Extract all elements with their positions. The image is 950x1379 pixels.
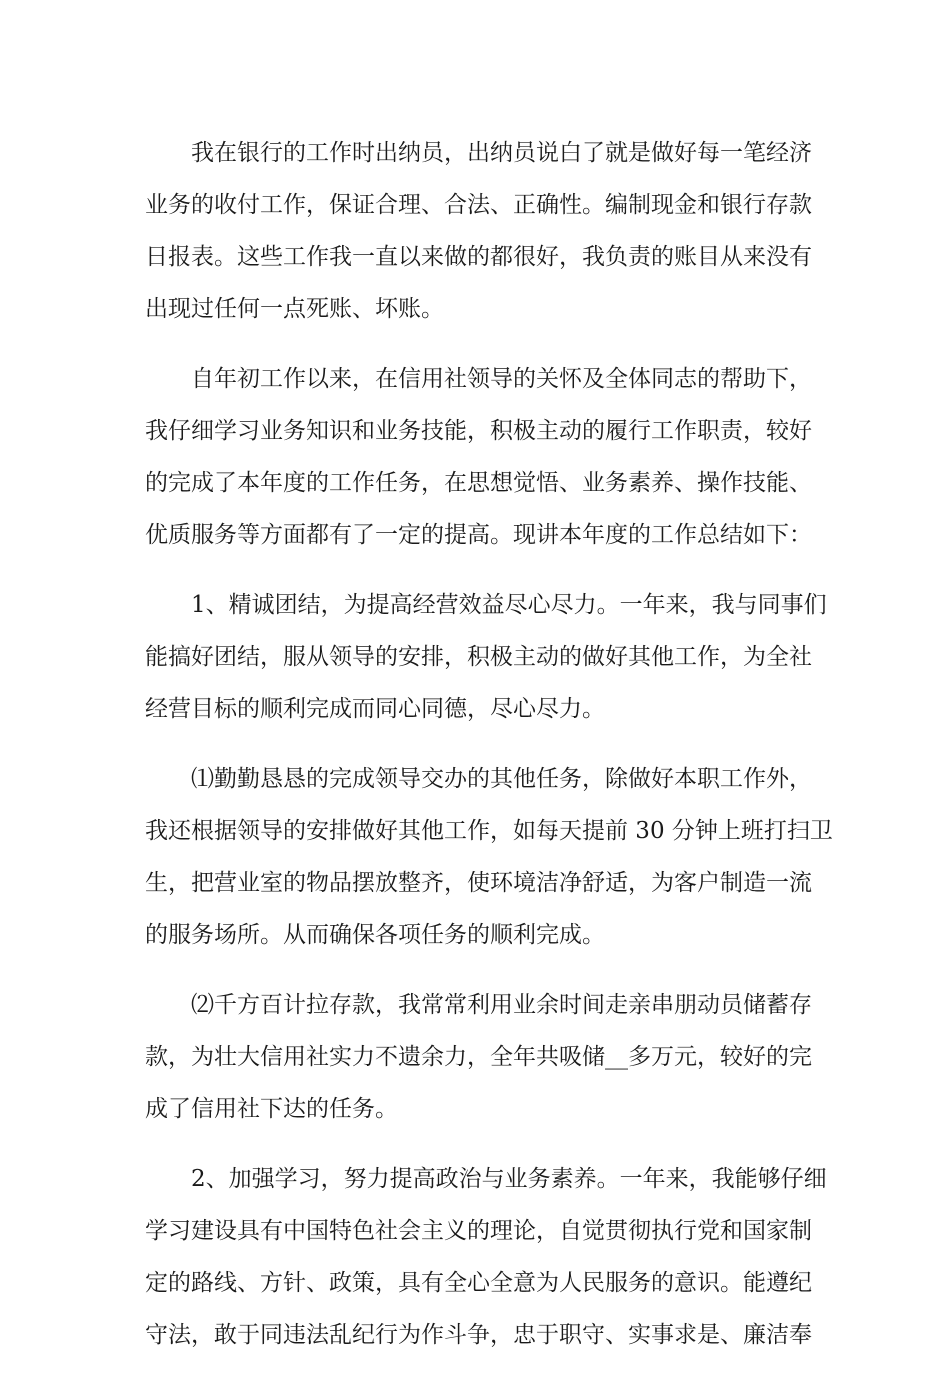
text-line: 成了信用社下达的任务。 [145,1096,398,1122]
text-line: 我在银行的工作时出纳员，出纳员说白了就是做好每一笔经济 [191,140,812,166]
text-line: 我仔细学习业务知识和业务技能，积极主动的履行工作职责，较好 [145,418,812,444]
text-line: 能搞好团结，服从领导的安排，积极主动的做好其他工作，为全社 [145,644,812,670]
text-line: 守法，敢于同违法乱纪行为作斗争，忠于职守、实事求是、廉洁奉 [145,1322,812,1348]
text-line: 优质服务等方面都有了一定的提高。现讲本年度的工作总结如下： [145,522,812,548]
text-line: 经营目标的顺利完成而同心同德，尽心尽力。 [145,696,605,722]
text-line: 的完成了本年度的工作任务，在思想觉悟、业务素养、操作技能、 [145,470,812,496]
document-body [145,127,833,1379]
text-line: ⑴勤勤恳恳的完成领导交办的其他任务，除做好本职工作外， [191,766,812,792]
text-line: 业务的收付工作，保证合理、合法、正确性。编制现金和银行存款 [145,192,812,218]
paragraph-cashier-duties [145,127,810,335]
text-line: 款，为壮大信用社实力不遗余力，全年共吸储__多万元，较好的完 [145,1044,812,1070]
text-line: 我还根据领导的安排做好其他工作，如每天提前 30 分钟上班打扫卫 [145,818,833,844]
paragraph-subsection-1 [145,753,833,961]
text-line: 的服务场所。从而确保各项任务的顺利完成。 [145,922,605,948]
text-line: 出现过任何一点死账、坏账。 [145,296,444,322]
text-line: 2、加强学习，努力提高政治与业务素养。一年来，我能够仔细 [191,1166,827,1192]
text-line: 学习建设具有中国特色社会主义的理论，自觉贯彻执行党和国家制 [145,1218,812,1244]
text-line: 生，把营业室的物品摆放整齐，使环境洁净舒适，为客户制造一流 [145,870,812,896]
text-line: 日报表。这些工作我一直以来做的都很好，我负责的账目从来没有 [145,244,812,270]
text-line: 定的路线、方针、政策，具有全心全意为人民服务的意识。能遵纪 [145,1270,812,1296]
text-line: 自年初工作以来，在信用社领导的关怀及全体同志的帮助下， [191,366,812,392]
paragraph-section-1 [145,579,827,735]
text-line: 1、精诚团结，为提高经营效益尽心尽力。一年来，我与同事们 [191,592,827,618]
paragraph-section-2 [145,1153,827,1361]
text-line: ⑵千方百计拉存款，我常常利用业余时间走亲串朋动员储蓄存 [191,992,812,1018]
paragraph-introduction [145,353,810,561]
paragraph-subsection-2 [145,979,810,1135]
